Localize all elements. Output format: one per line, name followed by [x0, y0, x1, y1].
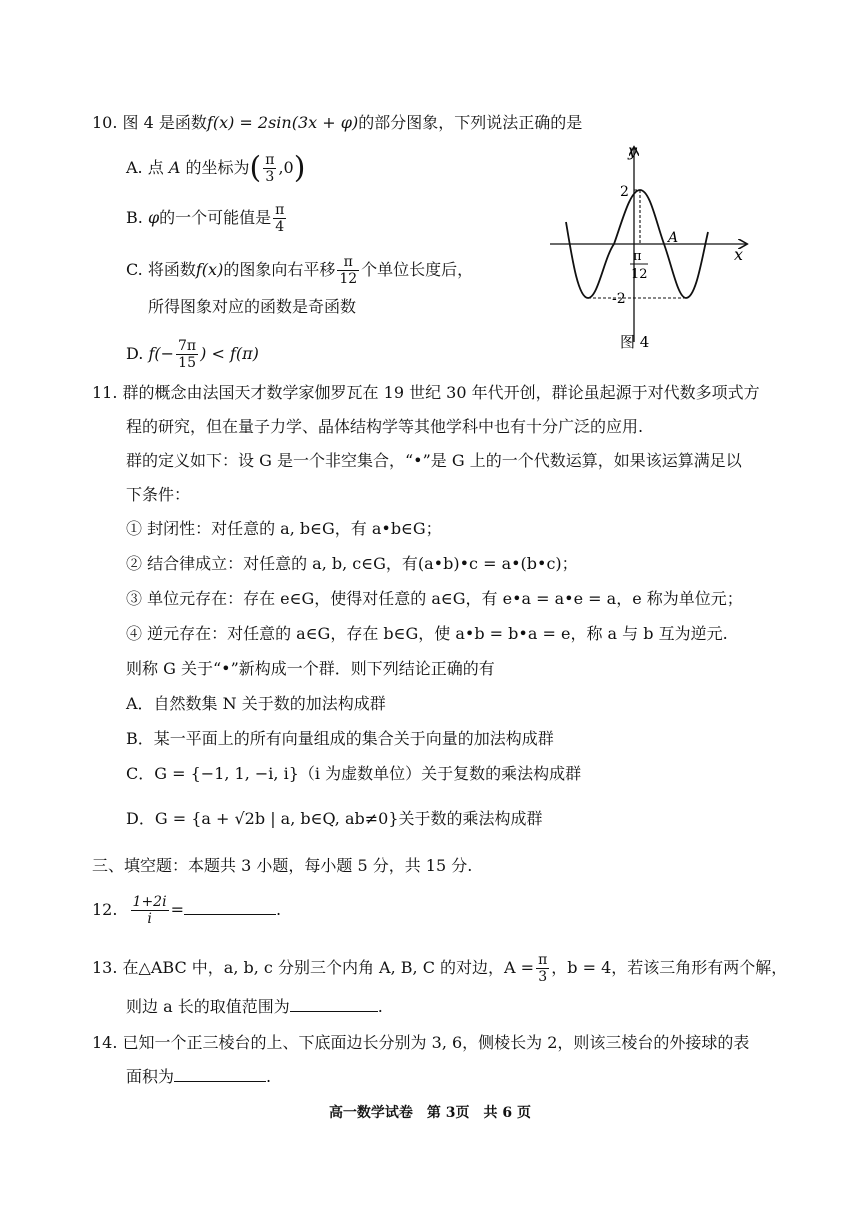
q14-answer-blank[interactable]	[174, 1067, 266, 1082]
q12-number: 12.	[92, 900, 118, 919]
tick-den: 12	[631, 267, 648, 282]
sine-graph-figure	[538, 142, 758, 360]
q10-a-pre: 点	[147, 158, 164, 177]
q11-option-b: B．某一平面上的所有向量组成的集合关于向量的加法构成群	[126, 729, 554, 748]
q13-line1-pre: 在△ABC 中，a, b, c 分别三个内角 A, B, C 的对边，A =	[122, 958, 535, 977]
q11-condition-1: ① 封闭性：对任意的 a, b∈G，有 a•b∈G；	[126, 519, 442, 538]
q10-c-line2: 所得图象对应的函数是奇函数	[148, 297, 357, 316]
q14-line1-text: 已知一个正三棱台的上、下底面边长分别为 3, 6，侧棱长为 2，则该三棱台的外接球的表	[122, 1033, 750, 1052]
q13-frac-num: π	[538, 952, 548, 968]
q10-b-frac-num: π	[275, 202, 285, 218]
q10-d-frac	[176, 338, 198, 371]
q10-a-frac-num: π	[265, 152, 275, 168]
q10-c-letter: C.	[126, 260, 143, 279]
q11-number: 11.	[92, 383, 118, 402]
point-a-label: A	[668, 230, 679, 246]
q12-end: .	[275, 900, 282, 919]
q10-a-frac-den: 3	[265, 169, 275, 185]
q13-answer-blank[interactable]	[290, 997, 378, 1012]
q10-d-frac-den: 15	[178, 355, 196, 371]
q10-d-post: ) < f(π)	[200, 344, 259, 363]
q14-end: .	[266, 1067, 272, 1086]
q12-frac	[131, 894, 169, 927]
q10-c-frac-den: 12	[339, 271, 358, 287]
q13-line2-text: 则边 a 长的取值范围为	[126, 997, 290, 1016]
q14-line2-text: 面积为	[126, 1067, 175, 1086]
q11-p2: 程的研究，但在量子力学、晶体结构学等其他学科中也有十分广泛的应用.	[126, 417, 644, 436]
q14-line1	[92, 1032, 749, 1054]
y-min-label: -2	[612, 291, 626, 307]
q10-c-frac-num: π	[337, 254, 359, 271]
q10-stem	[92, 112, 582, 134]
q11-p1	[92, 382, 760, 404]
x-axis-label: x	[734, 245, 744, 264]
q11-option-d: D．G = {a + √2b | a, b∈Q, ab≠0}关于数的乘法构成群	[126, 809, 543, 828]
q10-b-frac-den: 4	[275, 219, 285, 235]
q10-stem-func: f(x) = 2sin(3x + φ)	[206, 113, 359, 132]
q13-line2	[126, 996, 383, 1018]
page-footer: 高一数学试卷 第 3页 共 6 页	[328, 1105, 532, 1121]
q14-number: 14.	[92, 1033, 118, 1052]
q10-a-mid: 的坐标为	[185, 158, 250, 177]
q10-stem-pre: 图 4 是函数	[122, 113, 207, 132]
q11-condition-3: ③ 单位元存在：存在 e∈G，使得对任意的 a∈G，有 e•a = a•e = a，e 称为单位元；	[126, 589, 743, 608]
q12-answer-blank[interactable]	[184, 900, 276, 915]
q13-number: 13.	[92, 958, 118, 977]
q10-option-a: A. 点 A 的坐标为( $\frac{\pi}{3}$ ,0)	[126, 150, 306, 186]
q11-condition-2: ② 结合律成立：对任意的 a, b, c∈G，有(a•b)•c = a•(b•c)；	[126, 554, 578, 573]
q13-frac	[536, 952, 549, 985]
q10-b-mid: 的一个可能值是	[159, 208, 272, 227]
q12-frac-den: i	[147, 911, 152, 927]
q13-end: .	[377, 997, 383, 1016]
q10-c-frac	[337, 254, 359, 287]
tick-num: π	[633, 249, 642, 264]
q10-b-letter: B.	[126, 208, 143, 227]
q12-frac-num: 1+2i	[132, 894, 167, 910]
q13-line1	[92, 952, 787, 985]
q10-stem-post: 的部分图象，下列说法正确的是	[358, 113, 583, 132]
q11-p4: 下条件：	[126, 485, 191, 504]
q12-eq: =	[170, 900, 184, 919]
q11-condition-4: ④ 逆元存在：对任意的 a∈G，存在 b∈G，使 a•b = b•a = e，称 a 与 b 互为逆元.	[126, 624, 728, 643]
q10-d-frac-num: 7π	[178, 338, 197, 354]
q10-d-pre: f(−	[148, 344, 175, 363]
q11-p1-text: 群的概念由法国天才数学家伽罗瓦在 19 世纪 30 年代开创，群论虽起源于对代数多项式方	[122, 383, 760, 402]
q11-p3: 群的定义如下：设 G 是一个非空集合，“•”是 G 上的一个代数运算，如果该运算满足以	[126, 451, 742, 470]
q10-a-frac	[263, 152, 276, 185]
q10-option-b	[126, 202, 288, 235]
q11-option-c: C．G = {−1, 1, −i, i}（i 为虚数单位）关于复数的乘法构成群	[126, 764, 582, 783]
figure-caption: 图 4	[620, 333, 650, 351]
q10-a-letter: A.	[126, 158, 143, 177]
q10-c-mid: 的图象向右平移	[223, 260, 336, 279]
q10-option-d	[126, 338, 259, 371]
q10-b-pre: φ	[147, 208, 160, 227]
q11-option-a: A．自然数集 N 关于数的加法构成群	[126, 694, 386, 713]
q10-c-post: 个单位长度后，	[361, 260, 474, 279]
q12	[92, 894, 281, 927]
q10-a-tail: ,0	[278, 158, 294, 177]
q13-line1-post: ，b = 4，若该三角形有两个解，	[551, 958, 788, 977]
q10-c-func: f(x)	[195, 260, 224, 279]
q13-frac-den: 3	[538, 969, 548, 985]
q10-option-c	[126, 254, 473, 287]
q10-a-point: A	[168, 158, 181, 177]
section-3-heading: 三、填空题：本题共 3 小题，每小题 5 分，共 15 分.	[92, 856, 473, 875]
q10-c-pre: 将函数	[147, 260, 196, 279]
y-max-label: 2	[620, 184, 629, 200]
q10-d-letter: D.	[126, 344, 144, 363]
q14-line2	[126, 1066, 271, 1088]
q10-b-frac	[273, 202, 286, 235]
q11-p5: 则称 G 关于“•”新构成一个群．则下列结论正确的有	[126, 659, 495, 678]
y-axis-label: y	[628, 142, 638, 160]
q10-number: 10.	[92, 113, 118, 132]
